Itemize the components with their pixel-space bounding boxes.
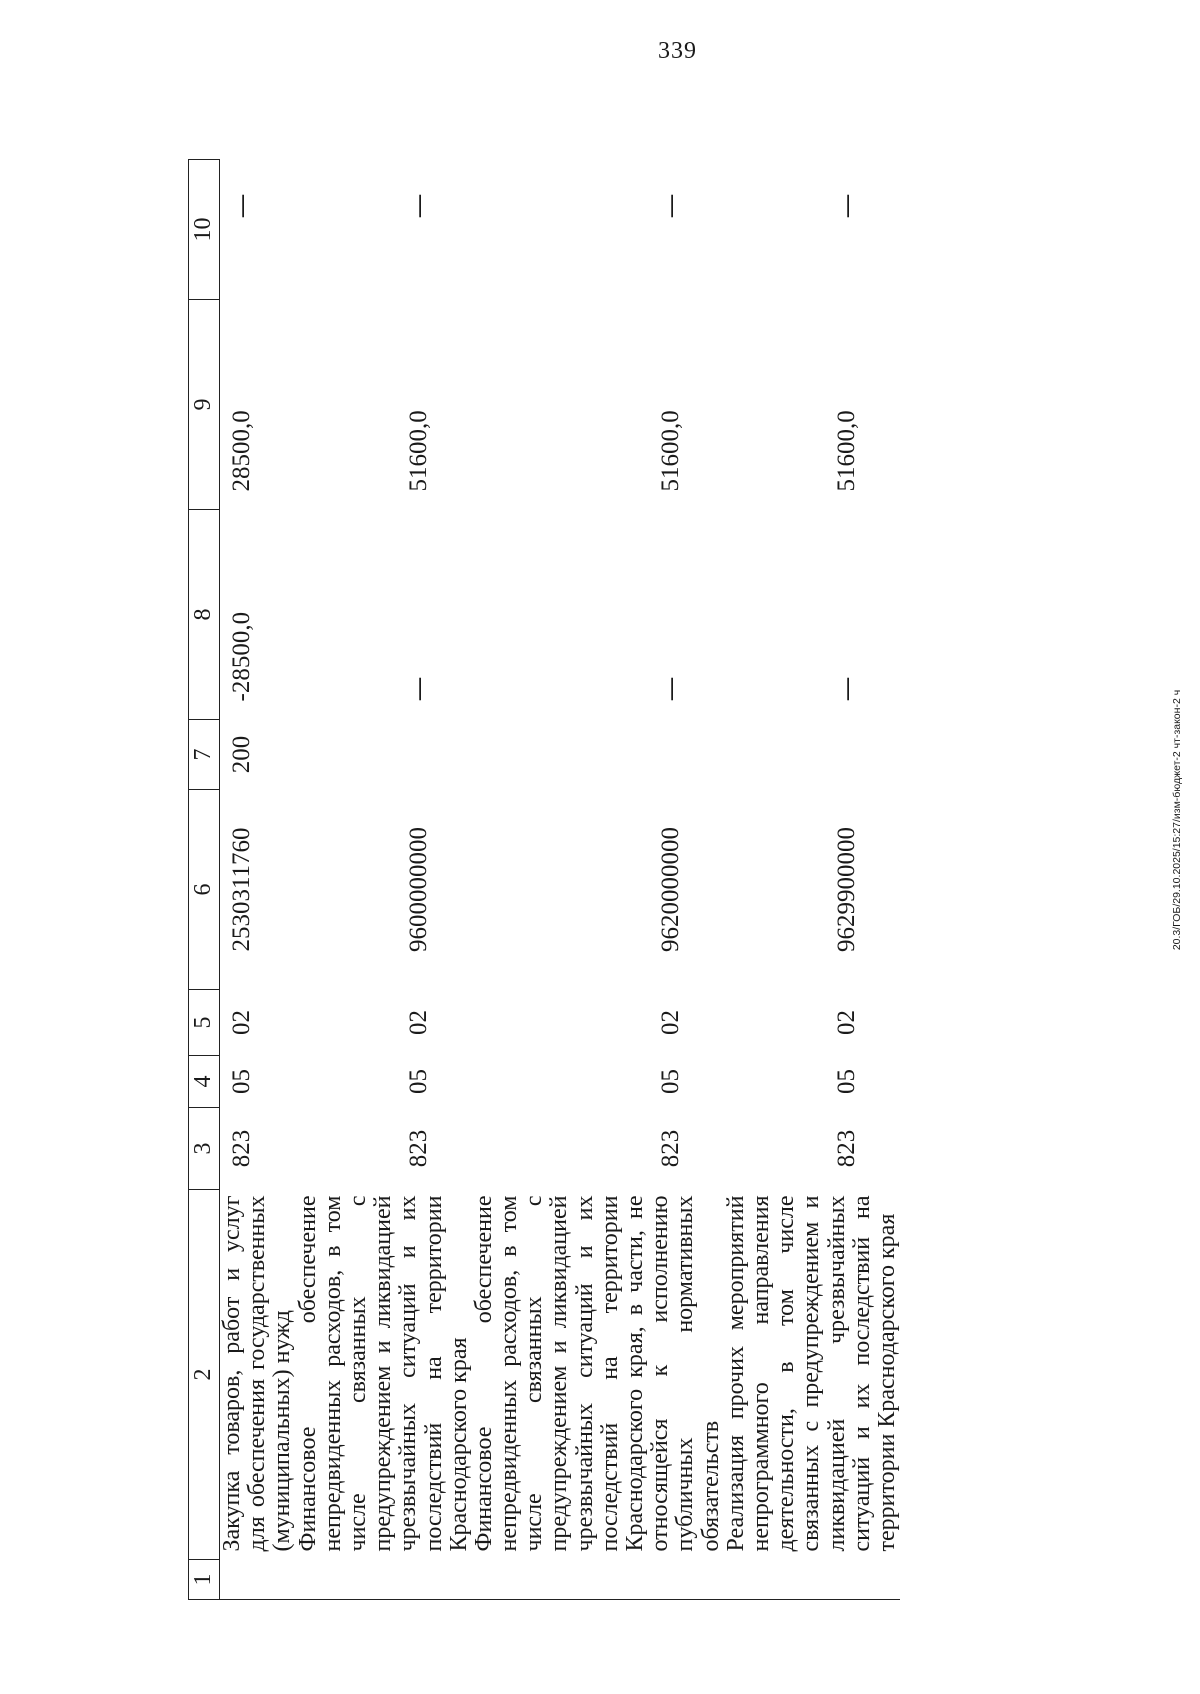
cell-col-5: 02 xyxy=(656,1010,684,1035)
cell-col-4: 05 xyxy=(832,1069,860,1094)
header-col-10: 10 xyxy=(189,160,220,300)
table-row xyxy=(296,160,472,1600)
rotated-table-container xyxy=(180,80,1200,1610)
header-col-9: 9 xyxy=(189,300,220,510)
cell-col-3: 823 xyxy=(832,1129,860,1168)
cell-col-3: 823 xyxy=(656,1129,684,1168)
cell-col-10: — xyxy=(403,193,433,219)
table-row xyxy=(724,160,900,1600)
cell-col-7 xyxy=(472,720,724,790)
cell-col-1 xyxy=(296,1560,472,1600)
cell-col-6: 9629900000 xyxy=(832,827,860,952)
cell-col-4: 05 xyxy=(404,1069,432,1094)
table-row xyxy=(472,160,724,1600)
cell-col-6: 9620000000 xyxy=(656,827,684,952)
cell-col-8: — xyxy=(831,676,861,702)
cell-col-1 xyxy=(724,1560,900,1600)
header-col-7: 7 xyxy=(189,720,220,790)
cell-col-8: -28500,0 xyxy=(228,611,256,702)
cell-col-3: 823 xyxy=(404,1129,432,1168)
cell-col-1 xyxy=(220,1560,296,1600)
cell-description: Финансовое обеспечение непредвиденных расходов, в том числе связанных с предупреждением и ликвидацией чрезвычайных ситуаций и их последствий на территории Краснодарского края xyxy=(294,1195,472,1552)
cell-col-9: 51600,0 xyxy=(832,410,860,492)
cell-description: Закупка товаров, работ и услуг для обеспечения государственных (муниципальных) нужд xyxy=(219,1195,296,1552)
cell-col-7 xyxy=(296,720,472,790)
header-col-6: 6 xyxy=(189,790,220,990)
cell-col-9: 51600,0 xyxy=(656,410,684,492)
table-sheet xyxy=(180,80,1200,1610)
cell-col-1 xyxy=(472,1560,724,1600)
header-col-1: 1 xyxy=(189,1560,220,1600)
table-header-row xyxy=(189,160,220,1600)
header-col-3: 3 xyxy=(189,1108,220,1190)
cell-col-6: 9600000000 xyxy=(404,827,432,952)
header-col-8: 8 xyxy=(189,510,220,720)
cell-col-5: 02 xyxy=(404,1010,432,1035)
cell-col-6: 2530311760 xyxy=(228,827,256,952)
cell-col-9: 28500,0 xyxy=(228,410,256,492)
header-col-4: 4 xyxy=(189,1056,220,1108)
document-stamp: 20.3/ГОБ/29.10.2025/15:27/изм-бюджет-2 чт-закон-2 ч xyxy=(1171,689,1183,951)
cell-col-5: 02 xyxy=(832,1010,860,1035)
budget-table xyxy=(188,159,900,1600)
cell-col-7 xyxy=(724,720,900,790)
cell-col-4: 05 xyxy=(656,1069,684,1094)
cell-col-4: 05 xyxy=(228,1069,256,1094)
cell-col-5: 02 xyxy=(228,1010,256,1035)
page-number: 339 xyxy=(658,38,697,64)
cell-col-10: — xyxy=(655,193,685,219)
cell-col-3: 823 xyxy=(228,1129,256,1168)
cell-col-10: — xyxy=(227,193,257,219)
cell-description: Финансовое обеспечение непредвиденных расходов, в том числе связанных с предупреждением и ликвидацией чрезвычайных ситуаций и их последствий на территории Краснодарского края, в части, не относящейся к исполнению публичных нормативных обязательств xyxy=(470,1195,724,1552)
header-col-5: 5 xyxy=(189,990,220,1056)
cell-col-10: — xyxy=(831,193,861,219)
header-col-2: 2 xyxy=(189,1190,220,1560)
cell-col-7: 200 xyxy=(228,735,256,774)
cell-col-8: — xyxy=(403,676,433,702)
cell-description: Реализация прочих мероприятий непрограммного направления деятельности, в том числе связанных с предупреждением и ликвидацией чрезвычайных ситуаций и их последствий на территории Краснодарского края xyxy=(722,1195,900,1552)
cell-col-9: 51600,0 xyxy=(404,410,432,492)
cell-col-8: — xyxy=(655,676,685,702)
table-row xyxy=(220,160,296,1600)
